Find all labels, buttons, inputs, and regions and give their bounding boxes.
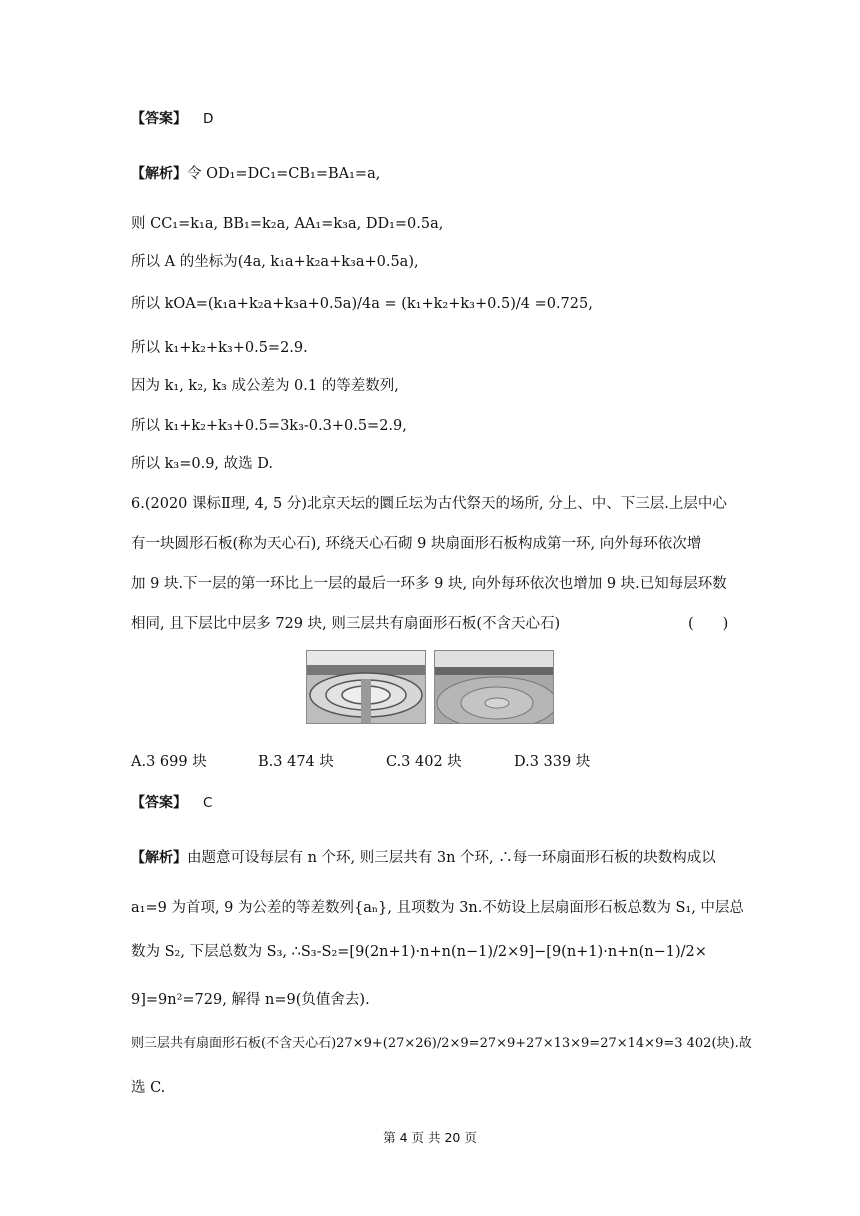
analysis-1-line-7: 所以 k₁+k₂+k₃+0.5=3k₃-0.3+0.5=2.9, bbox=[131, 418, 407, 434]
analysis-1-line-4: 所以 kOA=(k₁a+k₂a+k₃a+0.5a)/4a = (k₁+k₂+k₃+0.5)/4 =0.725, bbox=[131, 296, 593, 312]
analysis-2-line-2: a₁=9 为首项, 9 为公差的等差数列{aₙ}, 且项数为 3n.不妨设上层扇面形石板总数为 S₁, 中层总 bbox=[131, 900, 744, 916]
temple-photo-1 bbox=[306, 650, 426, 724]
analysis-1-line-1 bbox=[131, 162, 380, 183]
analysis-1-line-2: 则 CC₁=k₁a, BB₁=k₂a, AA₁=k₃a, DD₁=0.5a, bbox=[131, 216, 444, 232]
option-b: B.3 474 块 bbox=[258, 754, 334, 770]
option-d: D.3 339 块 bbox=[514, 754, 591, 770]
analysis-1-line-6: 因为 k₁, k₂, k₃ 成公差为 0.1 的等差数列, bbox=[131, 378, 399, 394]
analysis-1-line-5: 所以 k₁+k₂+k₃+0.5=2.9. bbox=[131, 340, 308, 356]
analysis-2-line-5: 则三层共有扇面形石板(不含天心石)27×9+(27×26)/2×9=27×9+27×13×9=27×14×9=3 402(块).故 bbox=[131, 1036, 752, 1051]
answer-label: 【答案】 bbox=[131, 111, 187, 127]
answer-2 bbox=[131, 792, 212, 812]
analysis-label: 【解析】 bbox=[131, 850, 187, 866]
answer-1 bbox=[131, 108, 213, 128]
answer-value: C bbox=[203, 795, 213, 811]
question-6-line-2: 有一块圆形石板(称为天心石), 环绕天心石砌 9 块扇面形石板构成第一环, 向外每环依次增 bbox=[131, 536, 702, 552]
option-c: C.3 402 块 bbox=[386, 754, 462, 770]
analysis-label: 【解析】 bbox=[131, 166, 187, 182]
analysis-text: 令 OD₁=DC₁=CB₁=BA₁=a, bbox=[187, 166, 381, 182]
temple-photo-2 bbox=[434, 650, 554, 724]
analysis-2-line-1 bbox=[131, 846, 716, 867]
page-footer: 第 4 页 共 20 页 bbox=[383, 1130, 477, 1145]
answer-value: D bbox=[203, 111, 214, 127]
analysis-1-line-8: 所以 k₃=0.9, 故选 D. bbox=[131, 456, 273, 472]
analysis-2-line-3: 数为 S₂, 下层总数为 S₃, ∴S₃-S₂=[9(2n+1)·n+n(n−1)/2×9]−[9(n+1)·n+n(n−1)/2× bbox=[131, 944, 707, 960]
answer-label: 【答案】 bbox=[131, 795, 187, 811]
analysis-1-line-3: 所以 A 的坐标为(4a, k₁a+k₂a+k₃a+0.5a), bbox=[131, 254, 419, 270]
analysis-text: 由题意可设每层有 n 个环, 则三层共有 3n 个环, ∴每一环扇面形石板的块数构成以 bbox=[187, 850, 716, 866]
question-6-line-4: 相同, 且下层比中层多 729 块, 则三层共有扇面形石板(不含天心石) bbox=[131, 616, 561, 632]
analysis-2-line-6: 选 C. bbox=[131, 1080, 166, 1096]
answer-blank: ( ) bbox=[688, 616, 729, 632]
question-6-line-1: 6.(2020 课标Ⅱ理, 4, 5 分)北京天坛的圜丘坛为古代祭天的场所, 分上、中、下三层.上层中心 bbox=[131, 496, 727, 512]
option-a: A.3 699 块 bbox=[131, 754, 207, 770]
question-6-line-3: 加 9 块.下一层的第一环比上一层的最后一环多 9 块, 向外每环依次也增加 9 块.已知每层环数 bbox=[131, 576, 727, 592]
analysis-2-line-4: 9]=9n²=729, 解得 n=9(负值舍去). bbox=[131, 992, 370, 1008]
